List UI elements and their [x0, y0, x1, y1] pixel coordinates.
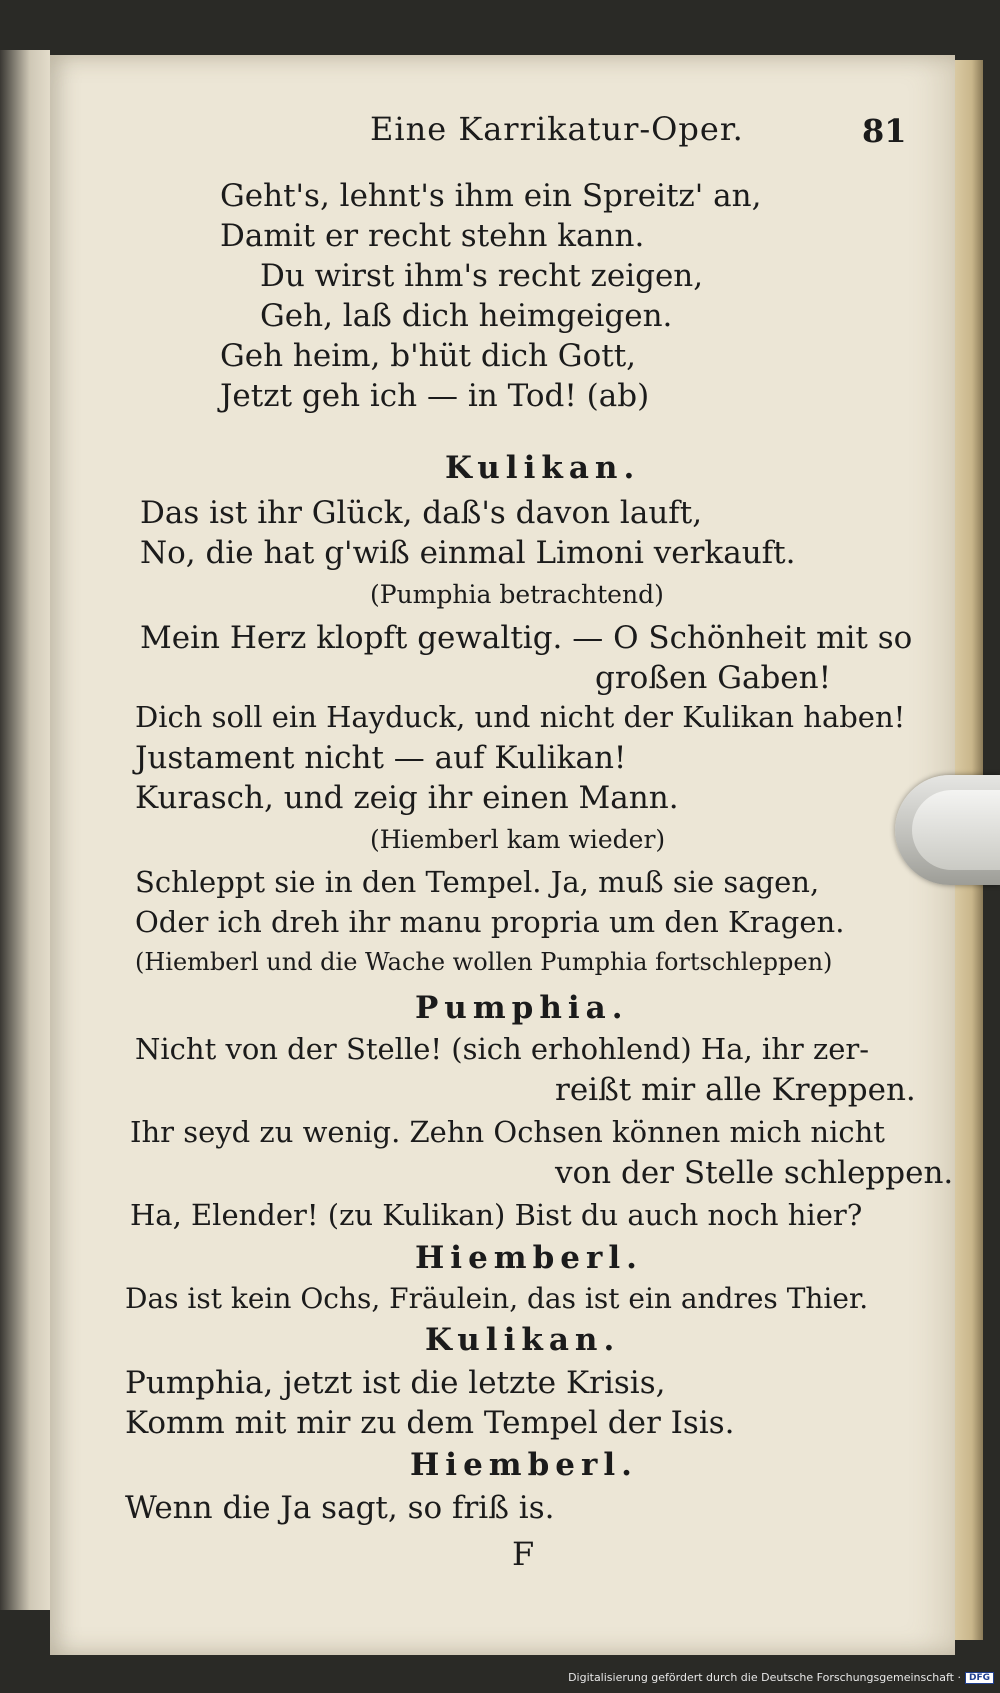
speaker-name: Kulikan. — [425, 1322, 621, 1358]
text-line: reißt mir alle Kreppen. — [555, 1072, 916, 1108]
text-line: Kurasch, und zeig ihr einen Mann. — [135, 780, 679, 816]
stage-direction: (Hiemberl und die Wache wollen Pumphia fortschleppen) — [135, 948, 833, 976]
digitization-footer — [568, 1671, 994, 1684]
text-line: Komm mit mir zu dem Tempel der Isis. — [125, 1405, 735, 1441]
text-line: Pumphia, jetzt ist die letzte Krisis, — [125, 1365, 666, 1401]
stage-direction: (Pumphia betrachtend) — [370, 580, 664, 609]
text-line: Justament nicht — auf Kulikan! — [135, 740, 627, 776]
text-line: Oder ich dreh ihr manu propria um den Kragen. — [135, 905, 845, 939]
text-line: Das ist ihr Glück, daß's davon lauft, — [140, 495, 703, 531]
text-line: Geh, laß dich heimgeigen. — [260, 298, 673, 334]
left-page-spine — [0, 50, 50, 1610]
running-title: Eine Karrikatur-Oper. — [370, 110, 744, 148]
text-line: Geht's, lehnt's ihm ein Spreitz' an, — [220, 178, 762, 214]
text-line: No, die hat g'wiß einmal Limoni verkauft. — [140, 535, 796, 571]
text-line: Nicht von der Stelle! (sich erhohlend) Ha, ihr zer- — [135, 1032, 870, 1066]
text-line: Damit er recht stehn kann. — [220, 218, 645, 254]
signature-mark: F — [512, 1535, 535, 1573]
text-line: Dich soll ein Hayduck, und nicht der Kulikan haben! — [135, 700, 906, 734]
dfg-logo: DFG — [965, 1672, 994, 1684]
speaker-name: Hiemberl. — [415, 1240, 643, 1276]
speaker-name: Kulikan. — [445, 450, 641, 486]
speaker-name: Pumphia. — [415, 990, 629, 1026]
page-clip-highlight — [912, 790, 1000, 870]
text-line: Jetzt geh ich — in Tod! (ab) — [220, 378, 650, 414]
text-line: großen Gaben! — [595, 660, 832, 696]
text-line: Du wirst ihm's recht zeigen, — [260, 258, 704, 294]
text-line: Schleppt sie in den Tempel. Ja, muß sie sagen, — [135, 865, 820, 899]
text-line: Ihr seyd zu wenig. Zehn Ochsen können mich nicht — [130, 1115, 885, 1149]
footer-text: Digitalisierung gefördert durch die Deutsche Forschungsgemeinschaft · — [568, 1671, 961, 1684]
speaker-name: Hiemberl. — [410, 1447, 638, 1483]
page-number: 81 — [862, 112, 907, 150]
text-line: Das ist kein Ochs, Fräulein, das ist ein andres Thier. — [125, 1282, 869, 1315]
text-line: Wenn die Ja sagt, so friß is. — [125, 1490, 555, 1526]
text-line: Mein Herz klopft gewaltig. — O Schönheit mit so — [140, 620, 913, 656]
text-line: von der Stelle schleppen. — [555, 1155, 954, 1191]
text-line: Geh heim, b'hüt dich Gott, — [220, 338, 637, 374]
stage-direction: (Hiemberl kam wieder) — [370, 825, 666, 854]
text-line: Ha, Elender! (zu Kulikan) Bist du auch noch hier? — [130, 1198, 863, 1232]
